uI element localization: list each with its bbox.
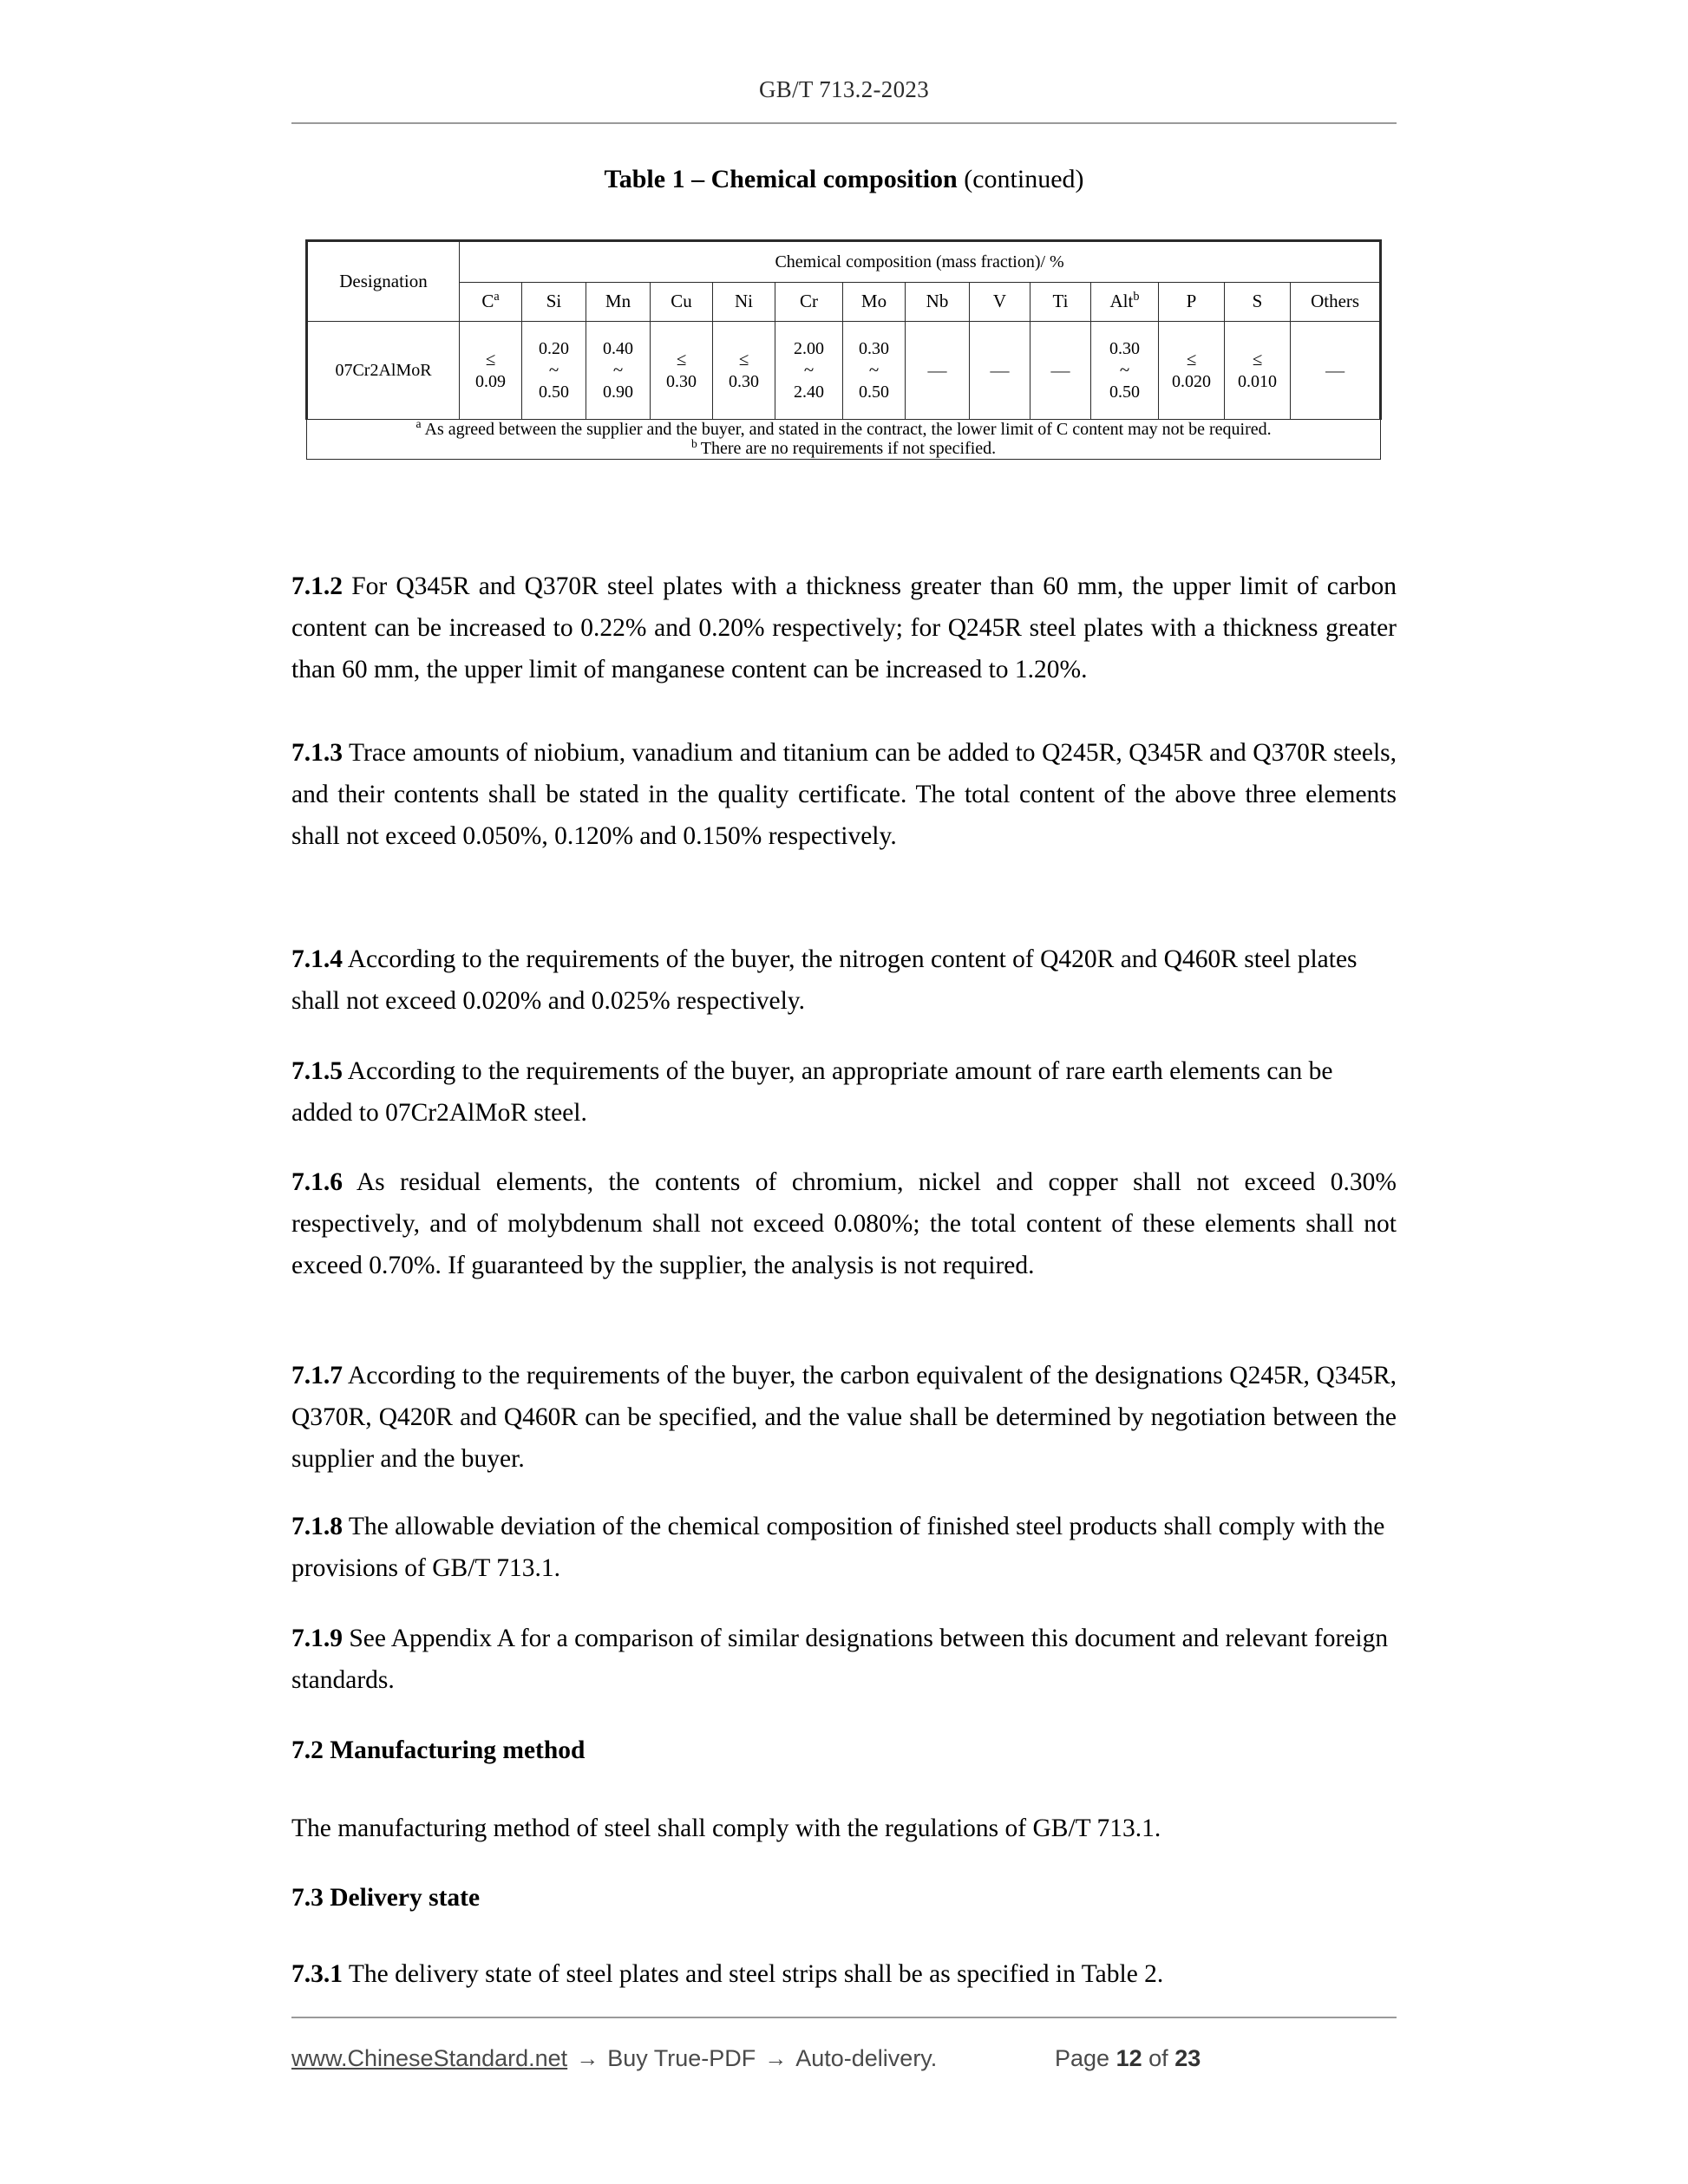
arrow-right-icon-2: → (764, 2045, 788, 2071)
paragraph-7-1-9-text: See Appendix A for a comparison of similar designations between this document and relevant foreign standards. (291, 1625, 1389, 1694)
header-designation: Designation (307, 241, 460, 322)
header-group-chemical-composition: Chemical composition (mass fraction)/ % (460, 241, 1381, 283)
paragraph-7-1-3-text: Trace amounts of niobium, vanadium and titanium can be added to Q245R, Q345R and Q370R steels, and their contents shall be stated in the quality certificate. The total content of the above three elements shall not exceed 0.050%, 0.120% and 0.150% respectively. (291, 739, 1397, 850)
paragraph-7-1-5-text: According to the requirements of the buyer, an appropriate amount of rare earth elements can be added to 07Cr2AlMoR steel. (291, 1057, 1333, 1127)
cell-cu-value: ≤ 0.30 (651, 322, 713, 420)
paragraph-7-1-2-text: For Q345R and Q370R steel plates with a thickness greater than 60 mm, the upper limit of carbon content can be increased to 0.22% and 0.20% respectively; for Q245R steel plates with a thickness greater than 60 mm, the upper limit of manganese content can be increased to 1.20%. (291, 572, 1397, 683)
page-indicator (1055, 2045, 1201, 2072)
page-total: 23 (1174, 2045, 1201, 2071)
header-element-ni: Ni (713, 283, 775, 322)
cell-mo-value: 0.30 ~ 0.50 (843, 322, 906, 420)
cell-designation: 07Cr2AlMoR (307, 322, 460, 420)
table-footnotes (307, 417, 1381, 460)
paragraph-7-1-4 (291, 939, 1397, 1023)
table-notes-row (307, 420, 1381, 460)
cell-si-value: 0.20 ~ 0.50 (522, 322, 586, 420)
cell-alt-value: 0.30 ~ 0.50 (1091, 322, 1159, 420)
paragraph-7-1-3-number: 7.1.3 (291, 739, 343, 767)
cell-p-value: ≤ 0.020 (1159, 322, 1225, 420)
paragraph-7-1-7-text: According to the requirements of the buyer, the carbon equivalent of the designations Q245R, Q345R, Q370R, Q420R and Q460R can be specified, and the value shall be determined by negotiation between the supplier and the buyer. (291, 1362, 1397, 1473)
table-caption-title: Table 1 – Chemical composition (604, 165, 958, 193)
header-element-s: S (1225, 283, 1291, 322)
paragraph-7-1-8-text: The allowable deviation of the chemical composition of finished steel products shall comply with the provisions of GB/T 713.1. (291, 1513, 1385, 1582)
paragraph-7-1-2 (291, 566, 1397, 690)
footer-website-link[interactable]: www.ChineseStandard.net (291, 2045, 568, 2071)
table-caption (291, 165, 1397, 194)
footnote-b (307, 436, 1380, 459)
header-element-v: V (970, 283, 1030, 322)
footnote-a-text: As agreed between the supplier and the buyer, and stated in the contract, the lower limit of C content may not be required. (424, 420, 1272, 439)
page-of-label: of (1148, 2045, 1168, 2071)
header-element-cr: Cr (775, 283, 843, 322)
heading-7-2: 7.2 Manufacturing method (291, 1736, 586, 1764)
paragraph-7-1-7-number: 7.1.7 (291, 1362, 343, 1390)
header-element-c: $C^a$ (460, 283, 522, 322)
table-caption-continued: (continued) (957, 165, 1084, 193)
header-element-mn: Mn (586, 283, 651, 322)
paragraph-7-3-1-number: 7.3.1 (291, 1960, 343, 1988)
paragraph-7-1-8-number: 7.1.8 (291, 1513, 343, 1540)
cell-ni-value: ≤ 0.30 (713, 322, 775, 420)
paragraph-7-1-9-number: 7.1.9 (291, 1625, 343, 1652)
header-element-alt: Alt$^b$ (1091, 283, 1159, 322)
footer-promo (291, 2045, 937, 2072)
header-element-mo: Mo (843, 283, 906, 322)
paragraph-7-1-6-number: 7.1.6 (291, 1168, 343, 1196)
page-footer (291, 2045, 1397, 2072)
paragraph-7-1-5-number: 7.1.5 (291, 1057, 343, 1085)
header-element-si: Si (522, 283, 586, 322)
paragraph-7-1-4-number: 7.1.4 (291, 945, 343, 973)
table-header-row-group (307, 241, 1381, 283)
heading-7-3: 7.3 Delivery state (291, 1884, 481, 1912)
paragraph-7-1-5 (291, 1051, 1397, 1135)
table-header-row-elements (307, 283, 1381, 322)
paragraph-7-1-8 (291, 1507, 1397, 1590)
paragraph-7-1-4-text: According to the requirements of the buyer, the nitrogen content of Q420R and Q460R steel plates shall not exceed 0.020% and 0.025% respectively. (291, 945, 1358, 1015)
paragraph-7-1-2-number: 7.1.2 (291, 572, 343, 600)
cell-ti-value: — (1030, 322, 1091, 420)
footer-delivery-label: Auto-delivery. (795, 2045, 938, 2071)
arrow-right-icon: → (576, 2045, 599, 2071)
cell-others-value: — (1291, 322, 1381, 420)
cell-s-value: ≤ 0.010 (1225, 322, 1291, 420)
paragraph-7-1-7 (291, 1356, 1397, 1480)
chemical-composition-table (305, 239, 1379, 460)
page-number: 12 (1116, 2045, 1142, 2071)
header-divider (291, 122, 1397, 124)
paragraph-7-1-3 (291, 733, 1397, 857)
footnote-a (307, 417, 1380, 439)
header-element-others: Others (1291, 283, 1381, 322)
footer-buy-label: Buy True-PDF (607, 2045, 756, 2071)
cell-cr-value: 2.00 ~ 2.40 (775, 322, 843, 420)
footnote-a-marker: a (415, 417, 422, 431)
cell-nb-value: — (906, 322, 970, 420)
cell-v-value: — (970, 322, 1030, 420)
page-label: Page (1055, 2045, 1110, 2071)
cell-c-value: ≤ 0.09 (460, 322, 522, 420)
paragraph-7-1-6-text: As residual elements, the contents of chromium, nickel and copper shall not exceed 0.30% respectively, and of molybdenum shall not exceed 0.080%; the total content of these elements shall not exceed 0.70%. If guaranteed by the supplier, the analysis is not required. (291, 1168, 1397, 1279)
header-element-cu: Cu (651, 283, 713, 322)
cell-mn-value: 0.40 ~ 0.90 (586, 322, 651, 420)
footer-divider (291, 2017, 1397, 2018)
table-row (307, 322, 1381, 420)
header-element-ti: Ti (1030, 283, 1091, 322)
header-element-nb: Nb (906, 283, 970, 322)
header-element-p: P (1159, 283, 1225, 322)
running-header: GB/T 713.2-2023 (758, 76, 929, 102)
paragraph-7-3-1 (291, 1954, 1397, 1996)
paragraph-7-1-6 (291, 1162, 1397, 1286)
paragraph-7-1-9 (291, 1618, 1397, 1702)
paragraph-7-2-text: The manufacturing method of steel shall comply with the regulations of GB/T 713.1. (291, 1815, 1161, 1842)
paragraph-7-3-1-text: The delivery state of steel plates and steel strips shall be as specified in Table 2. (343, 1960, 1164, 1988)
footnote-b-text: There are no requirements if not specified. (700, 439, 997, 459)
footnote-b-marker: b (690, 436, 697, 450)
